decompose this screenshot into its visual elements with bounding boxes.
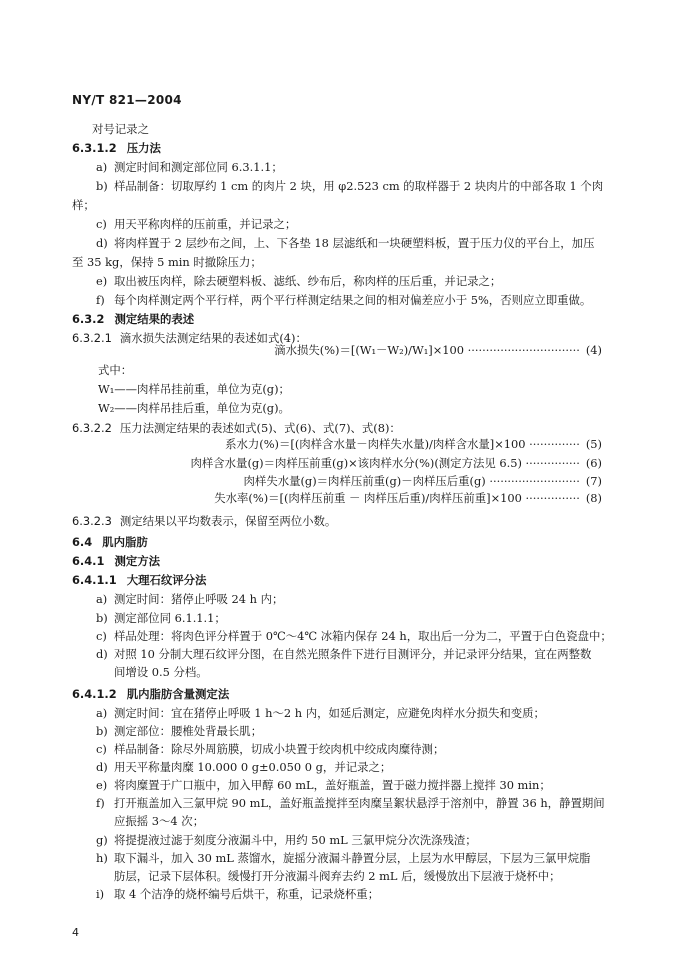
section-number: 6.3.1.2 — [72, 141, 117, 155]
list-item: b) 测定部位同 6.1.1.1； — [96, 611, 226, 625]
list-item: h) 取下漏斗，加入 30 mL 蒸馏水，旋摇分液漏斗静置分层，上层为水甲醇层，下层为三氯甲烷脂 — [96, 851, 591, 865]
list-item: a) 测定时间：猪停止呼吸 24 h 内； — [96, 592, 284, 606]
list-item: g) 将提提液过滤于刻度分液漏斗中，用约 50 mL 三氯甲烷分次洗涤残渣； — [96, 833, 477, 847]
section-heading-6-4-1-1: 6.4.1.1 大理石纹评分法 — [72, 573, 207, 587]
list-item: f) 每个肉样测定两个平行样，两个平行样测定结果之间的相对偏差应小于 5%，否则应立即重做。 — [96, 293, 592, 307]
section-6-3-2-3: 6.3.2.3 测定结果以平均数表示，保留至两位小数。 — [72, 514, 337, 528]
list-item: e) 将肉糜置于广口瓶中，加入甲醇 60 mL，盖好瓶盖，置于磁力搅拌器上搅拌 30 min； — [96, 778, 551, 792]
list-item: d) 对照 10 分制大理石纹评分图，在自然光照条件下进行目测评分，并记录评分结果，宜在两整数 — [96, 647, 592, 661]
text-line: 式中： — [98, 363, 133, 377]
list-item: c) 样品处理：将肉色评分样置于 0℃～4℃ 冰箱内保存 24 h，取出后一分为二，平置于白色瓷盘中； — [96, 629, 612, 643]
section-heading-6-3-2: 6.3.2 测定结果的表述 — [72, 312, 195, 326]
list-item: a) 测定时间：宜在猪停止呼吸 1 h～2 h 内，如延后测定，应避免肉样水分损失和变质； — [96, 706, 545, 720]
section-heading-6-4-1-2: 6.4.1.2 肌内脂肪含量测定法 — [72, 687, 230, 701]
list-item: b) 样品制备：切取厚约 1 cm 的肉片 2 块，用 φ2.523 cm 的取样器于 2 块肉片的中部各取 1 个肉 — [96, 179, 604, 193]
equation-5: 系水力(%)＝[(肉样含水量－肉样失水量)/肉样含水量]×100 ·············· (5) — [225, 437, 602, 451]
section-heading-6-4: 6.4 肌内脂肪 — [72, 535, 148, 549]
list-item: i) 取 4 个洁净的烧杯编号后烘干，称重，记录烧杯重； — [96, 887, 380, 901]
standard-header: NY/T 821—2004 — [72, 93, 182, 107]
text-line: 应振摇 3～4 次； — [114, 814, 205, 828]
text-line: 肪层，记录下层体积。缓慢打开分液漏斗阀弃去约 2 mL 后，缓慢放出下层液于烧杯中； — [114, 869, 561, 883]
section-heading-6-3-1-2 — [72, 140, 161, 156]
section-6-3-2-1: 6.3.2.1 滴水损失法测定结果的表述如式(4)： — [72, 331, 307, 345]
text-line: 至 35 kg，保持 5 min 时撤除压力； — [72, 255, 262, 269]
list-item: b) 测定部位：腰椎处背最长肌； — [96, 724, 263, 738]
text-line: 样； — [72, 198, 95, 212]
list-item: e) 取出被压肉样，除去硬塑料板、滤纸、纱布后，称肉样的压后重，并记录之； — [96, 274, 502, 288]
list-item: d) 将肉样置于 2 层纱布之间，上、下各垫 18 层滤纸和一块硬塑料板，置于压力仪的平台上，加压 — [96, 236, 595, 250]
list-item: f) 打开瓶盖加入三氯甲烷 90 mL，盖好瓶盖搅拌至肉糜呈絮状悬浮于溶剂中，静置 36 h，静置期间 — [96, 796, 605, 810]
list-item: a) 测定时间和测定部位同 6.3.1.1； — [96, 160, 283, 174]
list-item: d) 用天平称量肉糜 10.000 0 g±0.050 0 g，并记录之； — [96, 760, 392, 774]
text-line: 间增设 0.5 分档。 — [114, 665, 208, 679]
equation-8: 失水率(%)＝[(肉样压前重 － 肉样压后重)/肉样压前重]×100 ··············· (8) — [214, 491, 602, 505]
list-item: c) 用天平称肉样的压前重，并记录之； — [96, 217, 297, 231]
list-item: c) 样品制备：除尽外周筋膜，切成小块置于绞肉机中绞成肉糜待测； — [96, 742, 445, 756]
section-heading-6-4-1: 6.4.1 测定方法 — [72, 554, 161, 568]
section-title: 压力法 — [126, 141, 161, 155]
equation-4: 滴水损失(%)＝[(W₁－W₂)/W₁]×100 ······························· (4) — [274, 343, 602, 357]
page-number: 4 — [72, 926, 79, 939]
equation-6: 肉样含水量(g)＝肉样压前重(g)×该肉样水分(%)(测定方法见 6.5) ··············· (6) — [190, 456, 602, 470]
variable-definition: W₁——肉样吊挂前重，单位为克(g)； — [98, 382, 290, 396]
text-line: 对号记录之 — [92, 122, 149, 136]
equation-7: 肉样失水量(g)＝肉样压前重(g)－肉样压后重(g) ························· (7) — [243, 474, 602, 488]
section-6-3-2-2: 6.3.2.2 压力法测定结果的表述如式(5)、式(6)、式(7)、式(8)： — [72, 421, 401, 435]
variable-definition: W₂——肉样吊挂后重，单位为克(g)。 — [98, 401, 290, 415]
